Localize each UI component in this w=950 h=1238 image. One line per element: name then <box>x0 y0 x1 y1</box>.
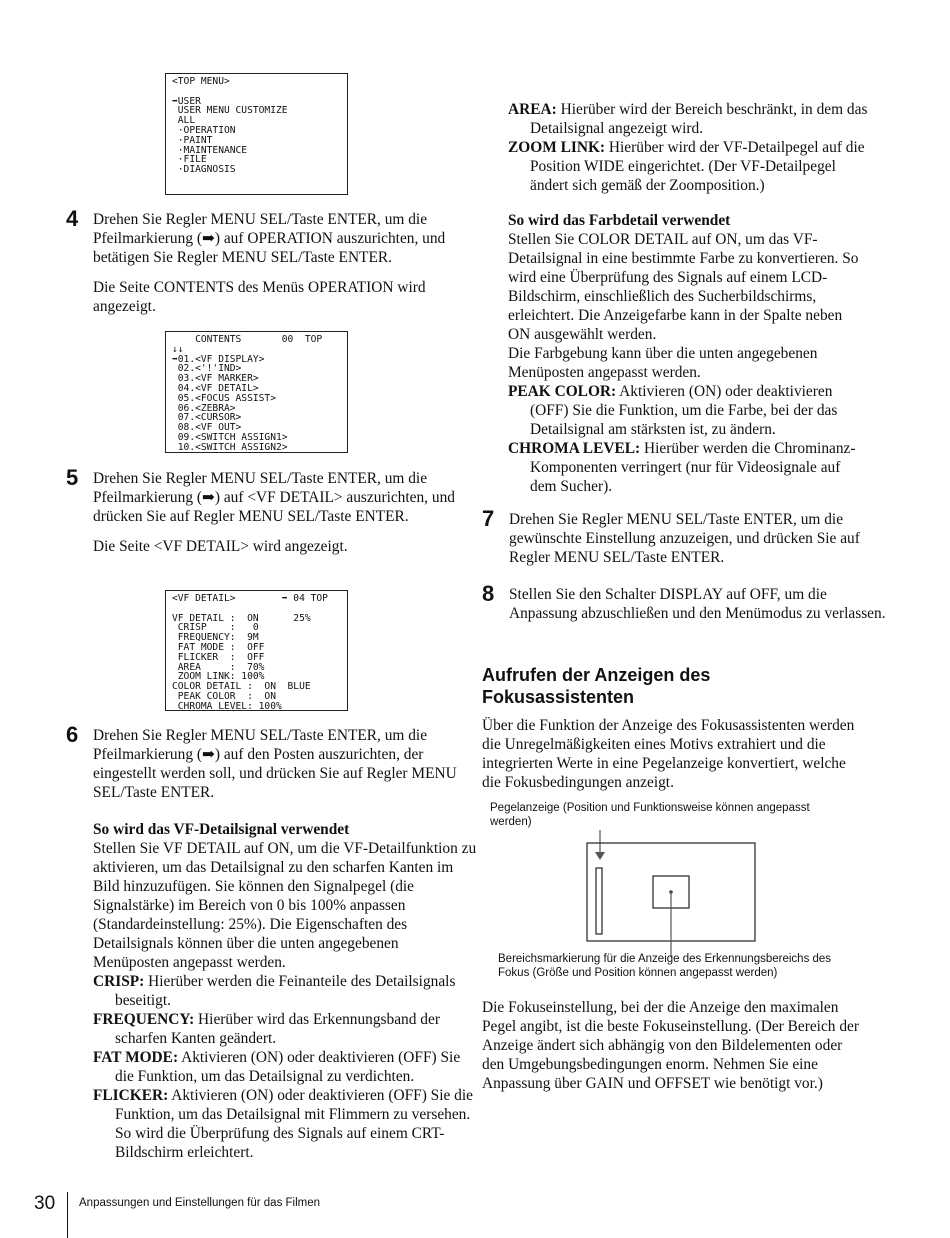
step-5 <box>66 465 477 556</box>
section-intro: Über die Funktion der Anzeige des Fokusassistenten werden die Unregelmäßigkeiten eines Motivs extrahiert und die integrierten Werte in eine Pegelanzeige konvertiert, welche die Fokusbedingungen anzeigt. <box>482 717 855 791</box>
figure-label-bottom: Bereichsmarkierung für die Anzeige des Erkennungsbereichs des Fokus (Größe und Position können angepasst werden) <box>498 953 832 979</box>
screen-line: ·MAINTENANCE <box>172 144 248 156</box>
right-column-continuation <box>508 100 868 496</box>
screen-line: PEAK COLOR : ON <box>172 690 276 702</box>
page-number: 30 <box>34 1193 56 1214</box>
focus-outro <box>482 998 868 1093</box>
item-area: AREA: Hierüber wird der Bereich beschränkt, in dem das Detailsignal angezeigt wird. <box>508 101 868 137</box>
top-menu-lines <box>172 77 341 175</box>
screen-line: <TOP MENU> <box>172 76 230 87</box>
screen-line: 02.<'!'IND> <box>172 363 242 375</box>
step-4 <box>66 206 477 316</box>
screen-line: 07.<CURSOR> <box>172 412 242 424</box>
contents-menu-screen <box>165 331 348 453</box>
screen-line: ➡01.<VF DISPLAY> <box>172 353 265 365</box>
screen-line: ·DIAGNOSIS <box>172 164 236 176</box>
step-number: 6 <box>66 722 79 747</box>
step-6 <box>66 722 477 1162</box>
section-heading-line1: Aufrufen der Anzeigen des <box>482 665 711 685</box>
screen-line: 06.<ZEBRA> <box>172 402 236 414</box>
item-crisp: CRISP: Hierüber werden die Feinanteile des Detailsignals beseitigt. <box>93 973 456 1009</box>
screen-line: <VF DETAIL> ➡ 04 TOP <box>172 593 328 604</box>
screen-line: VF DETAIL : ON 25% <box>172 612 311 624</box>
screen-line: FLICKER : OFF <box>172 651 265 663</box>
step-number: 4 <box>66 206 79 231</box>
vf-heading: So wird das VF-Detailsignal verwendet <box>93 821 350 838</box>
arrow-head-icon <box>595 852 605 860</box>
step-result: Die Seite CONTENTS des Menüs OPERATION wird angezeigt. <box>93 279 426 315</box>
screen-line: CHROMA LEVEL: 100% <box>172 700 282 712</box>
vf-detail-lines <box>172 594 341 712</box>
screen-line: 03.<VF MARKER> <box>172 373 259 385</box>
step-text: Drehen Sie Regler MENU SEL/Taste ENTER, um die Pfeilmarkierung (➡) auf den Posten auszurichten, der eingestellt werden soll, und drücken Sie auf Regler MENU SEL/Taste ENTER. <box>93 727 457 801</box>
item-chroma-level: CHROMA LEVEL: Hierüber werden die Chrominanz-Komponenten verringert (nur für Videosignale auf dem Sucher). <box>508 440 856 495</box>
screen-line: COLOR DETAIL : ON BLUE <box>172 681 311 693</box>
step-text: Drehen Sie Regler MENU SEL/Taste ENTER, um die Pfeilmarkierung (➡) auf OPERATION auszurichten, und betätigen Sie Regler MENU SEL/Taste ENTER. <box>93 211 446 266</box>
item-fat-mode: FAT MODE: Aktivieren (ON) oder deaktivieren (OFF) Sie die Funktion, um das Detailsignal zu verdichten. <box>93 1049 461 1085</box>
section-outro: Die Fokuseinstellung, bei der die Anzeige den maximalen Pegel angibt, ist die beste Fokuseinstellung. (Der Bereich der Anzeige ändert sich abhängig von den Bildelementen oder den Umgebungsbedingungen enorm. Nehmen Sie eine Anpassung über GAIN und OFFSET wie benötigt vor.) <box>482 999 859 1092</box>
step-number: 7 <box>482 506 495 531</box>
screen-line: 05.<FOCUS ASSIST> <box>172 392 276 404</box>
screen-line: CRISP : 0 <box>172 622 259 634</box>
screen-line: ALL <box>172 115 196 127</box>
color-body-1: Stellen Sie COLOR DETAIL auf ON, um das VF-Detailsignal in eine bestimmte Farbe zu konvertieren. So wird eine Überprüfung des Signals auf einem LCD-Bildschirm, einschließlich des Sucherbildschirms, erleichtert. Die Anzeigefarbe kann in der Spalte neben ON ausgewählt werden. <box>508 231 859 343</box>
screen-line: FAT MODE : OFF <box>172 641 265 653</box>
item-peak-color: PEAK COLOR: Aktivieren (ON) oder deaktivieren (OFF) Sie die Funktion, um die Farbe, bei der das Detailsignal am stärksten ist, zu ändern. <box>508 383 838 438</box>
screen-line: ➡USER <box>172 95 201 107</box>
item-flicker: FLICKER: Aktivieren (ON) oder deaktivieren (OFF) Sie die Funktion, um das Detailsignal mit Flimmern zu versehen. So wird die Überprüfung des Signals auf einem CRT-Bildschirm erleichtert. <box>93 1087 473 1161</box>
step-result: Die Seite <VF DETAIL> wird angezeigt. <box>93 538 348 555</box>
top-menu-screen <box>165 73 348 195</box>
screen-line: ·FILE <box>172 154 207 166</box>
screen-line: 10.<SWITCH ASSIGN2> <box>172 441 288 453</box>
screen-line: ·OPERATION <box>172 124 236 136</box>
screen-line: 09.<SWITCH ASSIGN1> <box>172 431 288 443</box>
item-zoom-link: ZOOM LINK: Hierüber wird der VF-Detailpegel auf die Position WIDE eingerichtet. (Der VF-Detailpegel ändert sich gemäß der Zoomposition.) <box>508 139 865 194</box>
screen-line: ↓↓ <box>172 343 184 355</box>
screen-line: 08.<VF OUT> <box>172 422 242 434</box>
figure-label-top: Pegelanzeige (Position und Funktionsweise können angepasst werden) <box>490 802 810 828</box>
screen-line: 04.<VF DETAIL> <box>172 382 259 394</box>
screen-line: USER MENU CUSTOMIZE <box>172 105 288 117</box>
step-text: Stellen Sie den Schalter DISPLAY auf OFF, um die Anpassung abzuschließen und den Menümodus zu verlassen. <box>509 586 886 622</box>
screen-line: AREA : 70% <box>172 661 265 673</box>
focus-section <box>482 664 868 792</box>
step-text: Drehen Sie Regler MENU SEL/Taste ENTER, um die gewünschte Einstellung anzuzeigen, und drücken Sie auf Regler MENU SEL/Taste ENTER. <box>509 511 860 566</box>
step-7 <box>482 506 895 567</box>
section-heading-line2: Fokusassistenten <box>482 687 635 707</box>
contents-menu-lines <box>172 335 341 453</box>
step-8 <box>482 581 895 623</box>
vf-items <box>93 972 477 1162</box>
vf-body: Stellen Sie VF DETAIL auf ON, um die VF-Detailfunktion zu aktivieren, um das Detailsignal zu den scharfen Kanten im Bild hinzuzufügen. Sie können den Signalpegel (die Signalstärke) im Bereich von 0 bis 100% anpassen (Standardeinstellung: 25%). Die Eigenschaften des Detailsignals können über die unten angegebenen Menüposten angepasst werden. <box>93 840 477 971</box>
screen-line: ·PAINT <box>172 134 213 146</box>
footer-divider <box>67 1192 68 1238</box>
screen-line: FREQUENCY: 9M <box>172 632 259 644</box>
step-number: 8 <box>482 581 495 606</box>
vf-detail-menu-screen <box>165 590 348 711</box>
screen-line: ZOOM LINK: 100% <box>172 671 265 683</box>
color-heading: So wird das Farbdetail verwendet <box>508 212 731 229</box>
footer-section-title: Anpassungen und Einstellungen für das Filmen <box>79 1197 321 1209</box>
screen-line: CONTENTS 00 TOP <box>172 334 323 345</box>
focus-assist-diagram <box>560 826 770 956</box>
step-number: 5 <box>66 465 79 490</box>
color-body-2: Die Farbgebung kann über die unten angegebenen Menüposten angepasst werden. <box>508 345 818 381</box>
level-indicator-bar <box>596 868 602 934</box>
step-text: Drehen Sie Regler MENU SEL/Taste ENTER, um die Pfeilmarkierung (➡) auf <VF DETAIL> auszurichten, und drücken Sie auf Regler MENU SEL/Taste ENTER. <box>93 470 455 525</box>
item-frequency: FREQUENCY: Hierüber wird das Erkennungsband der scharfen Kanten geändert. <box>93 1011 440 1047</box>
